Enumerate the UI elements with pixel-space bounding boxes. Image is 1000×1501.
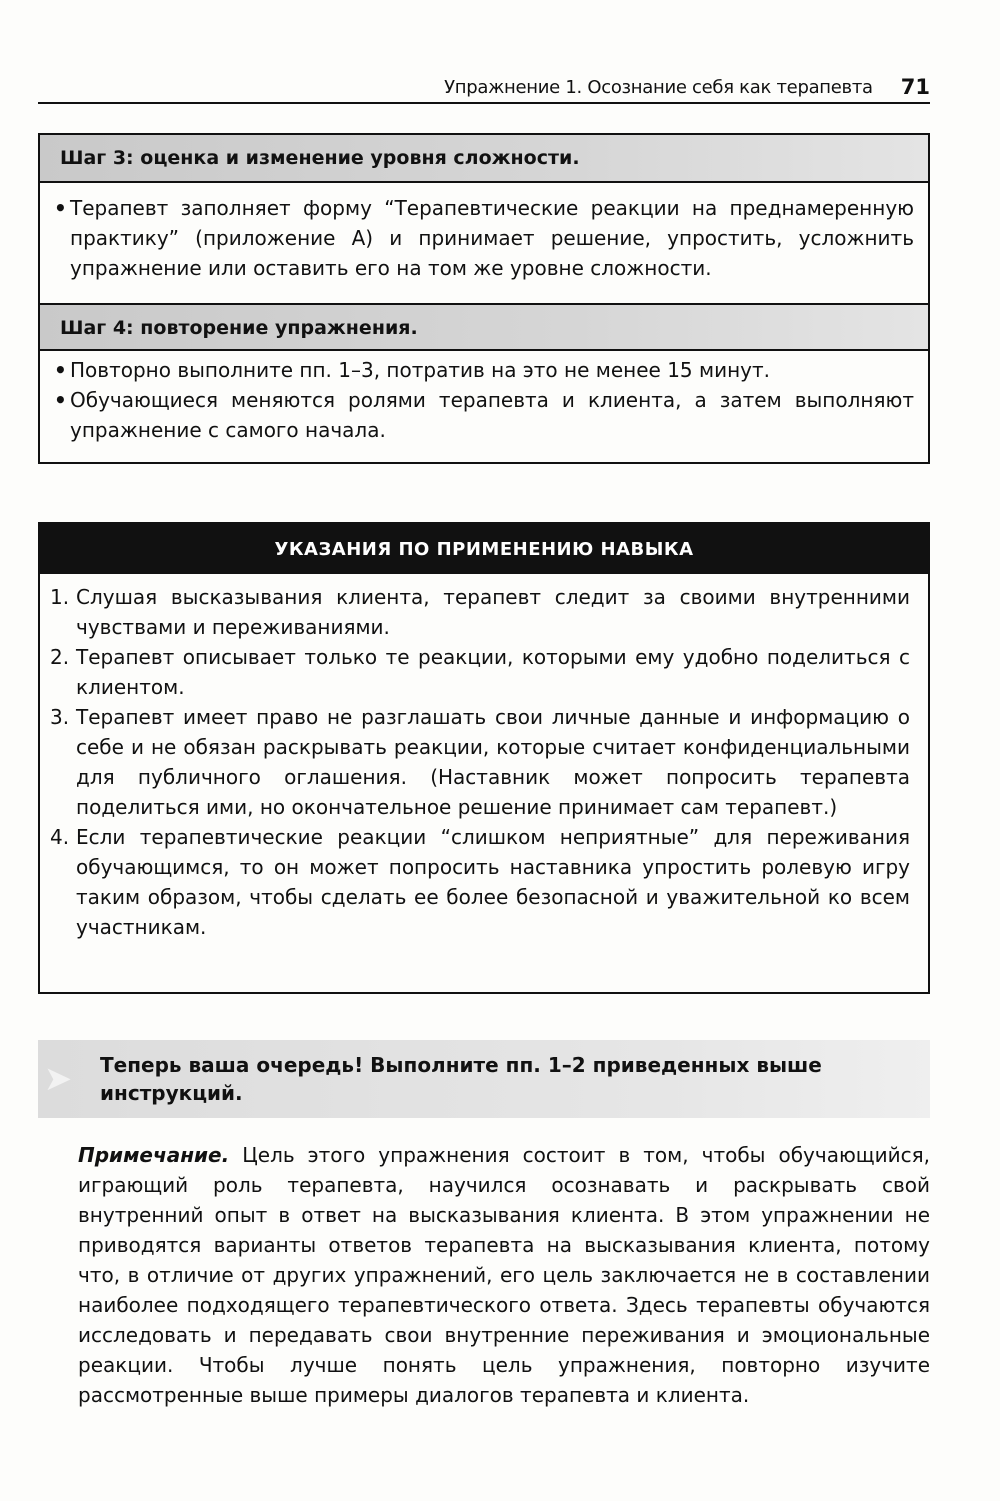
- item-text: Терапевт имеет право не разглашать свои личные данные и информацию о себе и не обязан раскрывать реакции, которые считает конфиденциальными для публичного оглашения. (Наставник может попросить терапевта поделиться ими, но окончательное решение принимает сам терапевт.): [76, 705, 910, 819]
- running-header: [38, 72, 930, 104]
- list-item: [54, 355, 914, 385]
- page-number: 71: [900, 75, 930, 99]
- item-text: Если терапевтические реакции “слишком неприятные” для переживания обучающимся, то он может попросить наставника упростить ролевую игру таким образом, чтобы сделать ее более безопасной и уважительной ко всем участникам.: [76, 825, 910, 939]
- step-4-body: [40, 351, 928, 451]
- your-turn-callout: [38, 1040, 930, 1118]
- item-number: 3.: [50, 705, 70, 729]
- step-4-heading: Шаг 4: повторение упражнения.: [40, 303, 928, 351]
- step-3-heading: Шаг 3: оценка и изменение уровня сложности.: [40, 135, 928, 183]
- item-text: Терапевт описывает только те реакции, которыми ему удобно поделиться с клиентом.: [76, 645, 910, 699]
- list-item: [50, 642, 910, 702]
- bullet-icon: •: [54, 358, 67, 382]
- your-turn-text: Теперь ваша очередь! Выполните пп. 1–2 приведенных выше инструкций.: [100, 1053, 822, 1105]
- arrow-right-icon: ➤: [43, 1059, 73, 1099]
- list-item: [50, 702, 910, 822]
- bullet-text: Повторно выполните пп. 1–3, потратив на это не менее 15 минут.: [70, 358, 771, 382]
- bullet-icon: •: [54, 196, 67, 220]
- item-number: 4.: [50, 825, 70, 849]
- steps-box: [38, 133, 930, 464]
- skills-list: [40, 574, 928, 942]
- note-text: Цель этого упражнения состоит в том, чтобы обучающийся, играющий роль терапевта, научился осознавать и раскрывать свой внутренний опыт в ответ на высказывания клиента. В этом упражнении не приводятся варианты ответов терапевта на высказывания клиента, потому что, в отличие от других упражнений, его цель заключается не в составлении наиболее подходящего терапевтического ответа. Здесь терапевты обучаются исследовать и передавать свои внутренние переживания и эмоциональные реакции. Чтобы лучше понять цель упражнения, повторно изучите рассмотренные выше примеры диалогов терапевта и клиента.: [78, 1143, 931, 1407]
- list-item: [54, 193, 914, 283]
- note-paragraph: [78, 1140, 930, 1410]
- chapter-title: Упражнение 1. Осознание себя как терапевта: [444, 77, 873, 98]
- note-label: Примечание.: [78, 1143, 230, 1167]
- list-item: [54, 385, 914, 445]
- item-number: 2.: [50, 645, 70, 669]
- list-item: [50, 822, 910, 942]
- item-text: Слушая высказывания клиента, терапевт следит за своими внутренними чувствами и переживаниями.: [76, 585, 910, 639]
- list-item: [50, 582, 910, 642]
- bullet-text: Терапевт заполняет форму “Терапевтические реакции на преднамеренную практику” (приложение А) и принимает решение, упростить, усложнить упражнение или оставить его на том же уровне сложности.: [70, 196, 914, 280]
- bullet-text: Обучающиеся меняются ролями терапевта и клиента, а затем выполняют упражнение с самого начала.: [70, 388, 914, 442]
- skills-box: [38, 522, 930, 994]
- step-3-body: [40, 183, 928, 303]
- item-number: 1.: [50, 585, 70, 609]
- skills-heading: УКАЗАНИЯ ПО ПРИМЕНЕНИЮ НАВЫКА: [40, 524, 928, 574]
- bullet-icon: •: [54, 388, 67, 412]
